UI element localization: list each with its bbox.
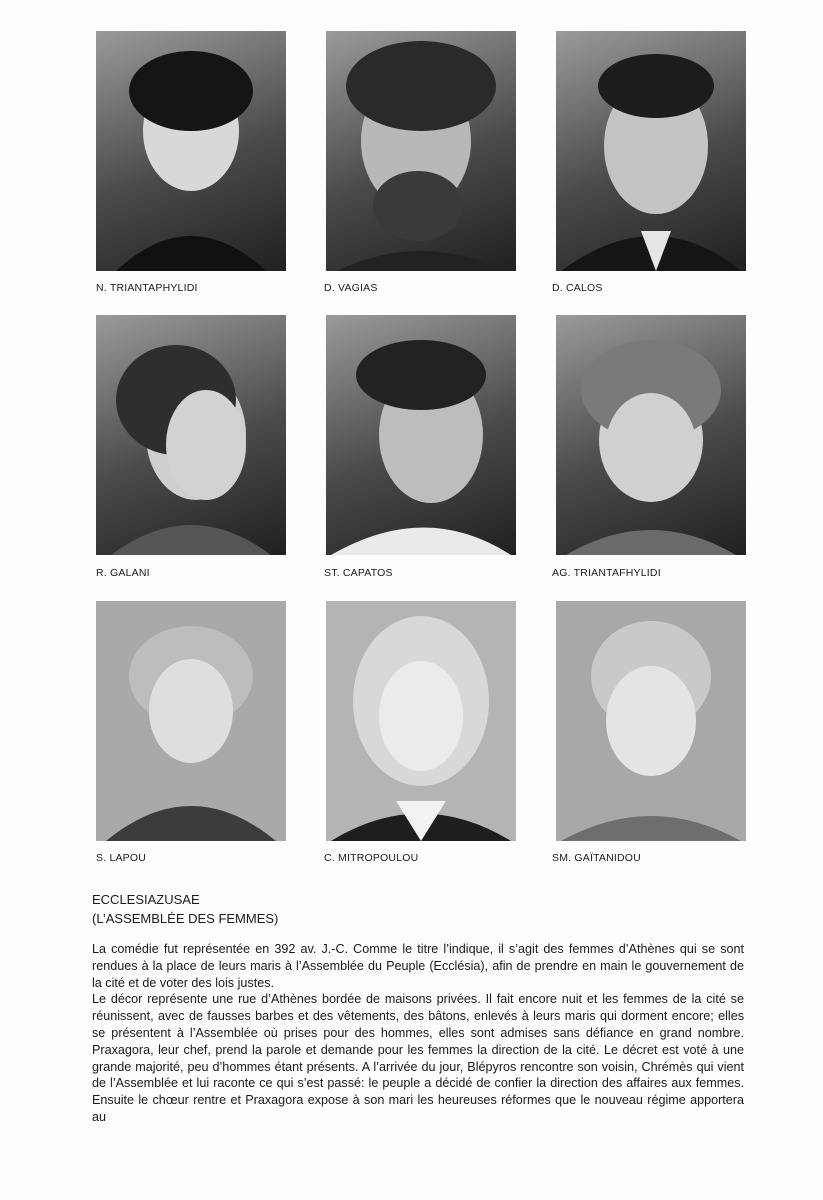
article-title-line-2: (L’ASSEMBLÉE DES FEMMES)	[92, 911, 279, 926]
article-body	[92, 941, 744, 1126]
portrait-caption-5: ST. CAPATOS	[324, 567, 393, 579]
portrait-photo-5	[326, 315, 516, 555]
portrait-caption-8: C. MITROPOULOU	[324, 852, 419, 864]
portrait-photo-8	[326, 601, 516, 841]
portrait-caption-3: D. CALOS	[552, 282, 603, 294]
portrait-caption-1: N. TRIANTAPHYLIDI	[96, 282, 198, 294]
portrait-photo-6	[556, 315, 746, 555]
article-paragraph-1: La comédie fut représentée en 392 av. J.-C. Comme le titre l’indique, il s’agit des femmes d’Athènes qui se sont rendues à la place de leurs maris à l’Assemblée du Peuple (Ecclésia), afin de prendre en main le gouvernement de la cité et de voter des lois justes.	[92, 942, 744, 990]
portrait-photo-7	[96, 601, 286, 841]
portrait-photo-1	[96, 31, 286, 271]
article-title-line-1: ECCLESIAZUSAE	[92, 892, 200, 907]
portrait-photo-4	[96, 315, 286, 555]
portrait-caption-7: S. LAPOU	[96, 852, 147, 864]
portrait-caption-6: AG. TRIANTAFHYLIDI	[552, 567, 661, 579]
portrait-caption-2: D. VAGIAS	[324, 282, 378, 294]
portrait-photo-2	[326, 31, 516, 271]
portrait-caption-9: SM. GAÏTANIDOU	[552, 852, 641, 864]
portrait-photo-3	[556, 31, 746, 271]
article-title	[92, 890, 278, 928]
portrait-photo-9	[556, 601, 746, 841]
article-paragraph-2: Le décor représente une rue d’Athènes bordée de maisons privées. Il fait encore nuit et les femmes de la cité se réunissent, avec de fausses barbes et des vêtements, des bâtons, enlevés à leurs maris qui dorment encore; elles se présentent à l’Assemblée où prises pour des hommes, elles sont admises sans défiance en grand nombre. Praxagora, leur chef, prend la parole et demande pour les femmes la direction de la cité. Le décret est voté à une grande majorité, peu d’hommes étant présents. A l’arrivée du jour, Blépyros rencontre son voisin, Chrémès qui vient de l’Assemblée et lui raconte ce qui s’est passé: le peuple a décidé de confier la direction des affaires aux femmes. Ensuite le chœur rentre et Praxagora expose à son mari les heureuses réformes que le nouveau régime apportera au	[92, 992, 744, 1124]
portrait-caption-4: R. GALANI	[96, 567, 150, 579]
